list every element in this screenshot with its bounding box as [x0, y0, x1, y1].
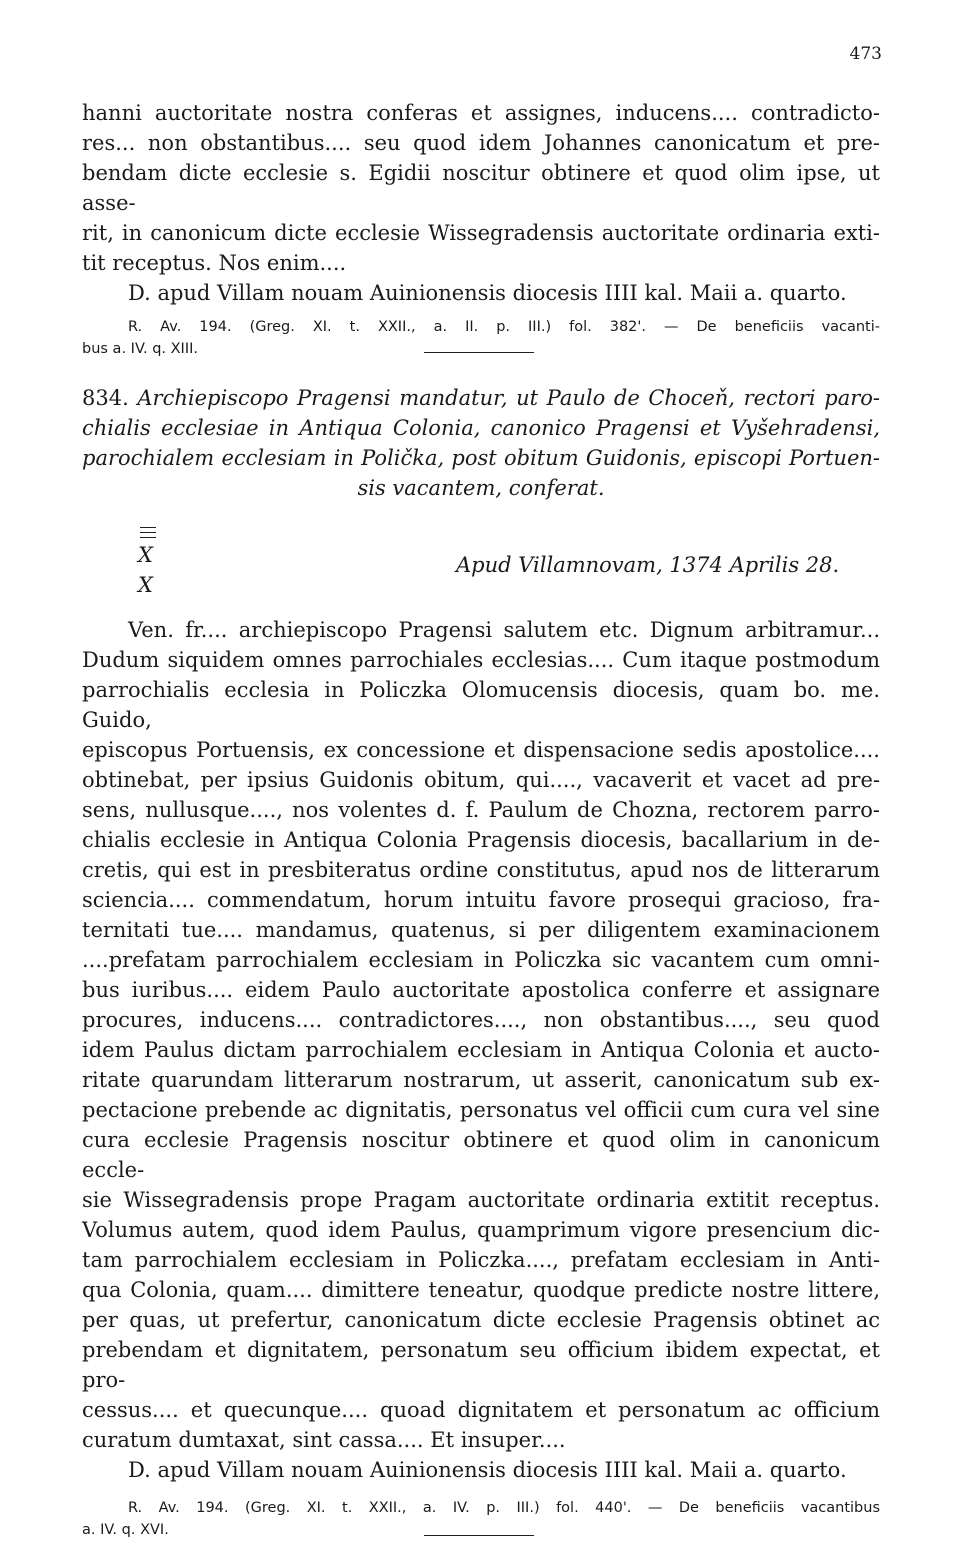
- reference-line: bus a. IV. q. XIII.: [82, 341, 198, 357]
- text-line: res... non obstantibus.... seu quod idem Johannes canonicatum et pre-: [82, 131, 880, 155]
- text-line: sens, nullusque...., nos volentes d. f. Paulum de Chozna, rectorem parro-: [82, 798, 880, 822]
- text-line: Dudum siquidem omnes parrochiales ecclesias.... Cum itaque postmodum: [82, 648, 880, 672]
- text-line: cura ecclesie Pragensis noscitur obtinere et quod olim in canonicum eccle-: [82, 1128, 880, 1182]
- document-body: [82, 615, 880, 1485]
- text-line: pectacione prebende ac dignitatis, personatus vel officii cum cura vel sine: [82, 1098, 880, 1122]
- heading-line: parochialem ecclesiam in Polička, post obitum Guidonis, episcopi Portuen-: [82, 446, 880, 470]
- separator-rule: [424, 1535, 534, 1536]
- page-number: 473: [849, 44, 882, 64]
- heading-text: Archiepiscopo Pragensi mandatur, ut Paulo de Choceň, rectori paro-: [137, 386, 880, 410]
- text-line: cessus.... et quecunque.... quoad dignitatem et personatum ac officium: [82, 1398, 880, 1422]
- text-line: tam parrochialem ecclesiam in Policzka...., prefatam ecclesiam in Anti-: [82, 1248, 880, 1272]
- text-line: ritate quarundam litterarum nostrarum, ut asserit, canonicatum sub ex-: [82, 1068, 880, 1092]
- prev-document-reference: [82, 316, 880, 360]
- document-dating: D. apud Villam nouam Auinionensis diocesis IIII kal. Maii a. quarto.: [128, 1458, 847, 1482]
- reference-line: R. Av. 194. (Greg. XI. t. XXII., a. II. p. III.) fol. 382'. — De beneficiis vacanti-: [128, 319, 880, 335]
- text-line: curatum dumtaxat, sint cassa.... Et insuper....: [82, 1428, 566, 1452]
- text-line: ....prefatam parrochialem ecclesiam in Policzka sic vacantem cum omni-: [82, 948, 880, 972]
- text-line: sciencia.... commendatum, horum intuitu favore prosequi gracioso, fra-: [82, 888, 880, 912]
- separator-rule: [424, 352, 534, 353]
- text-line: hanni auctoritate nostra conferas et assignes, inducens.... contradicto-: [82, 101, 880, 125]
- text-line: bus iuribus.... eidem Paulo auctoritate apostolica conferre et assignare: [82, 978, 880, 1002]
- text-line: tit receptus. Nos enim....: [82, 251, 347, 275]
- text-line: prebendam et dignitatem, personatum seu officium ibidem expectat, et pro-: [82, 1338, 880, 1392]
- text-line: cretis, qui est in presbiteratus ordine constitutus, apud nos de litterarum: [82, 858, 880, 882]
- text-line: chialis ecclesie in Antiqua Colonia Pragensis diocesis, bacallarium in de-: [82, 828, 880, 852]
- text-line: parrochialis ecclesia in Policzka Olomucensis diocesis, quam bo. me. Guido,: [82, 678, 880, 732]
- heading-line: sis vacantem, conferat.: [357, 476, 605, 500]
- text-line: Volumus autem, quod idem Paulus, quamprimum vigore presencium dic-: [82, 1218, 880, 1242]
- prev-document-dating: D. apud Villam nouam Auinionensis diocesis IIII kal. Maii a. quarto.: [128, 281, 847, 305]
- x-mark: X: [138, 573, 153, 597]
- prev-document-body: [82, 98, 880, 308]
- text-line: sie Wissegradensis prope Pragam auctoritate ordinaria extitit receptus.: [82, 1188, 880, 1212]
- text-line: per quas, ut prefertur, canonicatum dicte ecclesie Pragensis obtinet ac: [82, 1308, 880, 1332]
- text-line: bendam dicte ecclesie s. Egidii noscitur obtinere et quod olim ipse, ut asse-: [82, 161, 880, 215]
- document-heading: [82, 383, 880, 503]
- place-date: Apud Villamnovam, 1374 Aprilis 28.: [456, 553, 840, 577]
- text-line: qua Colonia, quam.... dimittere teneatur, quodque predicte nostre littere,: [82, 1278, 880, 1302]
- reference-line: R. Av. 194. (Greg. XI. t. XXII., a. IV. p. III.) fol. 440'. — De beneficiis vacantibus: [128, 1500, 880, 1516]
- text-block: [82, 98, 880, 1536]
- text-line: procures, inducens.... contradictores...., non obstantibus...., seu quod: [82, 1008, 880, 1032]
- triple-line-mark: [140, 527, 156, 542]
- text-line: ternitati tue.... mandamus, quatenus, si per diligentem examinacionem: [82, 918, 880, 942]
- reference-line: a. IV. q. XVI.: [82, 1522, 169, 1538]
- heading-line: [82, 383, 880, 413]
- text-line: rit, in canonicum dicte ecclesie Wissegradensis auctoritate ordinaria exti-: [82, 221, 880, 245]
- text-line: obtinebat, per ipsius Guidonis obitum, qui...., vacaverit et vacet ad pre-: [82, 768, 880, 792]
- text-line: Ven. fr.... archiepiscopo Pragensi salutem etc. Dignum arbitramur...: [128, 618, 880, 642]
- heading-line: chialis ecclesiae in Antiqua Colonia, canonico Pragensi et Vyšehradensi,: [82, 416, 880, 440]
- text-line: episcopus Portuensis, ex concessione et dispensacione sedis apostolice....: [82, 738, 880, 762]
- x-mark: X: [138, 543, 153, 567]
- text-line: idem Paulus dictam parrochialem ecclesiam in Antiqua Colonia et aucto-: [82, 1038, 880, 1062]
- registry-marks: [82, 523, 880, 615]
- document-number: 834.: [82, 386, 129, 410]
